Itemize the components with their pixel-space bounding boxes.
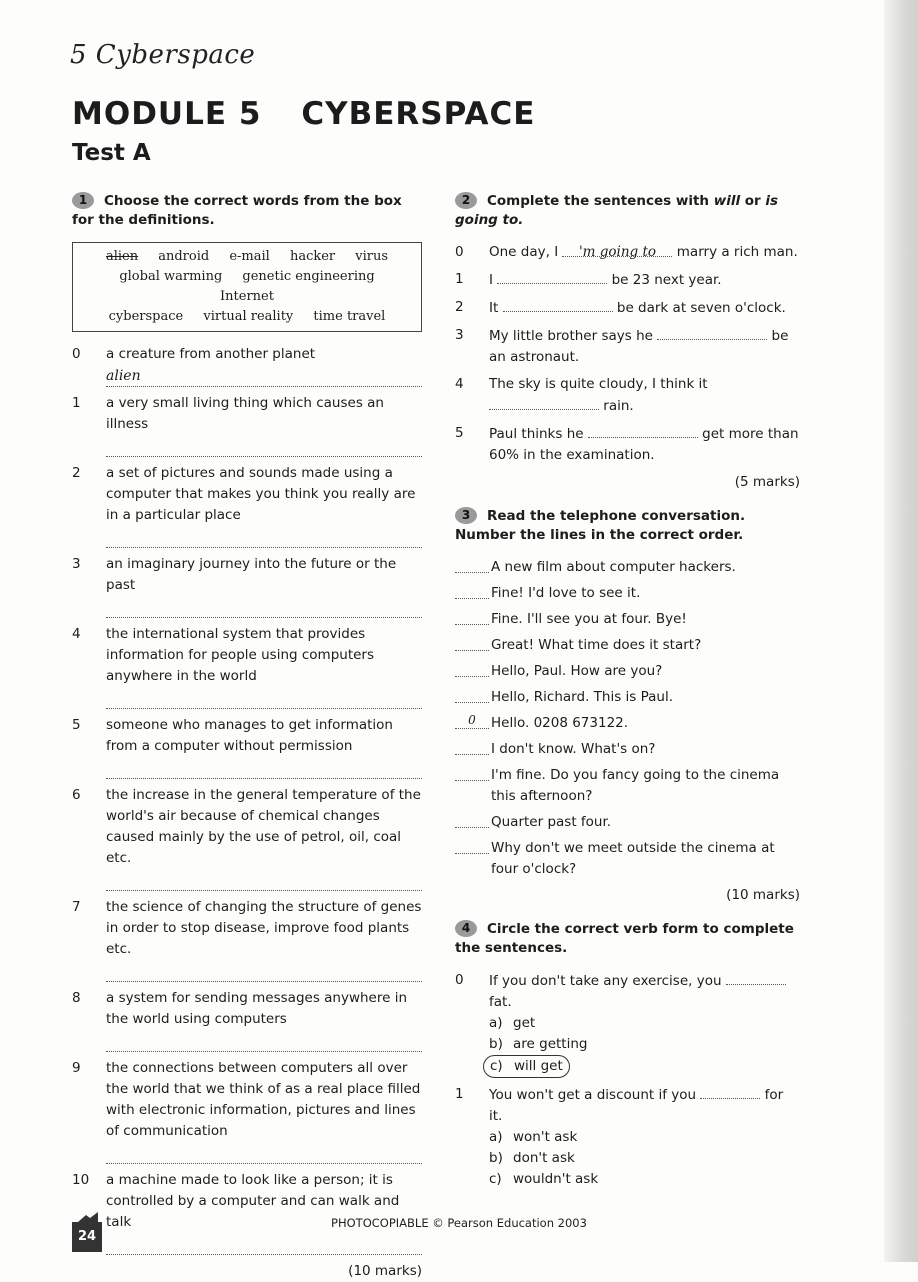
- conversation-line: [455, 838, 800, 880]
- conversation-line: [455, 812, 800, 833]
- answer-line[interactable]: [106, 1031, 422, 1052]
- item-number: 6: [72, 787, 81, 803]
- conversation-line: [455, 635, 800, 656]
- answer-line[interactable]: [106, 688, 422, 709]
- order-blank[interactable]: 0: [455, 713, 489, 729]
- sentence-body: [489, 423, 800, 466]
- module-label: MODULE 5: [72, 96, 262, 132]
- sentence-before: One day, I: [489, 244, 559, 260]
- sentence-before: I: [489, 272, 493, 288]
- order-blank[interactable]: [455, 838, 489, 854]
- option[interactable]: [455, 1127, 800, 1148]
- conversation-line: [455, 557, 800, 578]
- sentence-body: [489, 374, 800, 417]
- conversation-text: Great! What time does it start?: [491, 637, 702, 653]
- conversation-text: Hello, Richard. This is Paul.: [491, 689, 674, 705]
- circled-option: [483, 1055, 570, 1078]
- item-number: 5: [72, 717, 81, 733]
- conversation-line: [455, 661, 800, 682]
- conversation-line: [455, 765, 800, 807]
- option[interactable]: [455, 1169, 800, 1190]
- answer-blank[interactable]: [497, 269, 607, 284]
- instruction-or: or: [740, 193, 766, 209]
- definition-body: [106, 1058, 422, 1164]
- box-word: time travel: [313, 309, 386, 324]
- conversation-line: [455, 583, 800, 604]
- order-blank[interactable]: [455, 583, 489, 599]
- definition-body: [106, 988, 422, 1052]
- word-box: [72, 242, 422, 332]
- definition-text: someone who manages to get information from a computer without permission: [106, 717, 393, 754]
- item-number: 9: [72, 1060, 81, 1076]
- definition-body: [106, 554, 422, 618]
- question-after: fat.: [489, 994, 512, 1010]
- sentence-after: marry a rich man.: [676, 244, 798, 260]
- exercise-1-instruction: [72, 192, 422, 230]
- definition-body: [106, 463, 422, 548]
- item-number: 8: [72, 990, 81, 1006]
- item-number: 3: [72, 556, 81, 572]
- page-edge-shadow: [884, 0, 918, 1262]
- definition-text: a creature from another planet: [106, 346, 316, 362]
- option-text: don't ask: [513, 1150, 575, 1166]
- box-word: cyberspace: [108, 309, 184, 324]
- exercise-2-instruction: [455, 192, 800, 230]
- answer-blank[interactable]: [489, 395, 599, 410]
- question-after: for it.: [489, 1087, 784, 1124]
- definition-item: [72, 624, 422, 709]
- answer-line[interactable]: [106, 436, 422, 457]
- box-word: virus: [355, 249, 389, 264]
- sentence-body: [489, 297, 786, 319]
- order-blank[interactable]: [455, 661, 489, 677]
- sentence-before: My little brother says he: [489, 328, 653, 344]
- definition-item: [72, 463, 422, 548]
- answer-line[interactable]: [106, 527, 422, 548]
- instruction-going-to: is going to.: [455, 193, 779, 228]
- option-letter: c): [490, 1058, 503, 1074]
- sentence-body: [489, 325, 800, 368]
- option-text: are getting: [513, 1036, 588, 1052]
- option-letter: c): [489, 1171, 502, 1187]
- conversation-line: [455, 713, 800, 734]
- question-item: [455, 970, 800, 1013]
- exercise-number-badge: 3: [455, 507, 477, 524]
- sentence-body: [489, 242, 798, 263]
- box-word: genetic engineering: [242, 269, 375, 284]
- answer-line[interactable]: alien: [106, 366, 422, 387]
- definition-body: [106, 897, 422, 982]
- definition-text: a set of pictures and sounds made using a computer that makes you think you really are in a particular place: [106, 465, 416, 523]
- box-word: alien: [105, 249, 139, 264]
- sentence-item: [455, 423, 800, 466]
- exercise-number-badge: 4: [455, 920, 477, 937]
- definition-text: the international system that provides information for people using computers anywhere in the world: [106, 626, 375, 684]
- exercise-2: [455, 192, 800, 493]
- option-content: [489, 1171, 598, 1187]
- option[interactable]: [455, 1055, 800, 1078]
- conversation-text: Quarter past four.: [491, 814, 612, 830]
- exercise-2-marks: (5 marks): [734, 474, 800, 490]
- conversation-text: Fine. I'll see you at four. Bye!: [491, 611, 687, 627]
- option[interactable]: [455, 1034, 800, 1055]
- sentence-item: [455, 325, 800, 368]
- page-number: 24: [72, 1222, 102, 1252]
- footer-copyright: PHOTOCOPIABLE © Pearson Education 2003: [331, 1216, 587, 1230]
- sentence-item: [455, 242, 800, 263]
- answer-line[interactable]: [106, 961, 422, 982]
- sentence-before: The sky is quite cloudy, I think it: [489, 376, 708, 392]
- exercise-3-instruction: [455, 507, 800, 545]
- sentence-before: Paul thinks he: [489, 426, 584, 442]
- item-number: 3: [455, 327, 464, 343]
- conversation-text: Why don't we meet outside the cinema at four o'clock?: [491, 840, 775, 877]
- answer-blank[interactable]: 'm going to: [562, 242, 672, 257]
- instruction-will: will: [713, 193, 741, 209]
- option-content: [489, 1150, 575, 1166]
- order-blank[interactable]: [455, 557, 489, 573]
- sentence-before: It: [489, 300, 499, 316]
- answer-line[interactable]: [106, 870, 422, 891]
- answer-line[interactable]: [106, 758, 422, 779]
- option-content: [489, 1015, 535, 1031]
- definition-item: [72, 785, 422, 891]
- exercise-number-badge: 1: [72, 192, 94, 209]
- definition-item: [72, 1058, 422, 1164]
- box-word: android: [158, 249, 210, 264]
- box-word: virtual reality: [203, 309, 294, 324]
- definition-body: [106, 715, 422, 779]
- exercise-4: [455, 920, 800, 1196]
- definition-text: the increase in the general temperature of the world's air because of chemical changes caused mainly by the use of petrol, oil, coal etc.: [106, 787, 421, 866]
- sentence-after: be dark at seven o'clock.: [616, 300, 786, 316]
- answer-blank[interactable]: [657, 325, 767, 340]
- question-before: You won't get a discount if you: [489, 1087, 697, 1103]
- item-number: 0: [455, 972, 464, 988]
- instruction-text: Complete the sentences with: [487, 193, 714, 209]
- sentence-after: get more than 60% in the examination.: [489, 426, 799, 463]
- definition-item: [72, 897, 422, 982]
- option[interactable]: [455, 1013, 800, 1034]
- option-letter: a): [489, 1015, 503, 1031]
- item-number: 10: [72, 1172, 90, 1188]
- conversation-text: I'm fine. Do you fancy going to the cinema this afternoon?: [491, 767, 780, 804]
- item-number: 1: [455, 1086, 464, 1102]
- definition-body: [106, 785, 422, 891]
- exercise-4-instruction: [455, 920, 800, 958]
- option-text: get: [513, 1015, 536, 1031]
- order-blank[interactable]: [455, 635, 489, 651]
- option-content: [489, 1036, 587, 1052]
- definition-text: a very small living thing which causes an illness: [106, 395, 384, 432]
- item-number: 0: [455, 244, 464, 260]
- item-number: 5: [455, 425, 464, 441]
- module-name: CYBERSPACE: [301, 96, 536, 132]
- option-letter: b): [489, 1036, 503, 1052]
- order-blank[interactable]: [455, 739, 489, 755]
- option[interactable]: [455, 1148, 800, 1169]
- item-number: 1: [72, 395, 81, 411]
- sentence-after: rain.: [603, 398, 634, 414]
- conversation-text: I don't know. What's on?: [491, 741, 656, 757]
- definition-text: a system for sending messages anywhere in the world using computers: [106, 990, 408, 1027]
- order-blank[interactable]: [455, 812, 489, 828]
- conversation-line: [455, 609, 800, 630]
- order-blank[interactable]: [455, 687, 489, 703]
- sentence-after: be an astronaut.: [489, 328, 789, 365]
- answer-line[interactable]: [106, 597, 422, 618]
- item-number: 1: [455, 271, 464, 287]
- question-body: [489, 1084, 800, 1127]
- order-blank[interactable]: [455, 609, 489, 625]
- option-text: won't ask: [513, 1129, 578, 1145]
- answer-line[interactable]: [106, 1143, 422, 1164]
- sentence-item: [455, 297, 800, 319]
- item-number: 0: [72, 346, 81, 362]
- exercise-1-marks: (10 marks): [348, 1263, 422, 1279]
- definition-item: [72, 715, 422, 779]
- exercise-number-badge: 2: [455, 192, 477, 209]
- right-column: [455, 192, 800, 1196]
- answer-blank[interactable]: [503, 297, 613, 312]
- order-blank[interactable]: [455, 765, 489, 781]
- sentence-body: [489, 269, 722, 291]
- chapter-handwritten-title: 5 Cyberspace: [70, 40, 256, 70]
- definition-text: the connections between computers all over the world that we think of as a real place filled with electronic information, pictures and lines of communication: [106, 1060, 421, 1139]
- item-number: 7: [72, 899, 81, 915]
- item-number: 2: [72, 465, 81, 481]
- instruction-text: Read the telephone conversation. Number the lines in the correct order.: [455, 508, 746, 543]
- conversation-text: Hello, Paul. How are you?: [491, 663, 663, 679]
- instruction-text: Circle the correct verb form to complete the sentences.: [455, 921, 794, 956]
- item-number: 4: [72, 626, 81, 642]
- conversation-text: A new film about computer hackers.: [491, 559, 736, 575]
- exercise-3-marks: (10 marks): [726, 887, 800, 903]
- instruction-text: Choose the correct words from the box for the definitions.: [72, 193, 402, 228]
- question-body: [489, 970, 800, 1013]
- answer-blank[interactable]: [588, 423, 698, 438]
- definition-text: a machine made to look like a person; it is controlled by a computer and can walk and talk: [106, 1172, 400, 1230]
- conversation-line: [455, 687, 800, 708]
- sentence-item: [455, 269, 800, 291]
- definition-body: [106, 393, 422, 457]
- test-title: Test A: [72, 140, 151, 166]
- option-letter: b): [489, 1150, 503, 1166]
- module-title: [72, 96, 535, 132]
- sentence-after: be 23 next year.: [611, 272, 722, 288]
- conversation-text: Hello. 0208 673122.: [491, 715, 629, 731]
- box-word: global warming: [119, 269, 223, 284]
- question-before: If you don't take any exercise, you: [489, 973, 722, 989]
- sentence-item: [455, 374, 800, 417]
- definition-item: [72, 1170, 422, 1255]
- item-number: 4: [455, 376, 464, 392]
- definition-item: [72, 393, 422, 457]
- answer-blank: [726, 970, 786, 985]
- box-word: e-mail: [229, 249, 270, 264]
- definition-body: [106, 1170, 422, 1255]
- conversation-text: Fine! I'd love to see it.: [491, 585, 641, 601]
- box-word: Internet: [220, 289, 274, 304]
- definition-text: an imaginary journey into the future or the past: [106, 556, 397, 593]
- conversation-line: [455, 739, 800, 760]
- box-word: hacker: [289, 249, 336, 264]
- definition-text: the science of changing the structure of genes in order to stop disease, improve food plants etc.: [106, 899, 422, 957]
- exercise-3: [455, 507, 800, 906]
- question-item: [455, 1084, 800, 1127]
- option-content: [489, 1129, 577, 1145]
- answer-line[interactable]: [106, 1234, 422, 1255]
- definition-item: [72, 344, 422, 387]
- option-text: will get: [514, 1058, 563, 1074]
- option-letter: a): [489, 1129, 503, 1145]
- exercise-1: [72, 192, 422, 1282]
- option-text: wouldn't ask: [513, 1171, 599, 1187]
- answer-blank: [700, 1084, 760, 1099]
- definition-body: [106, 624, 422, 709]
- definition-body: [106, 344, 422, 387]
- definition-item: [72, 554, 422, 618]
- item-number: 2: [455, 299, 464, 315]
- definition-item: [72, 988, 422, 1052]
